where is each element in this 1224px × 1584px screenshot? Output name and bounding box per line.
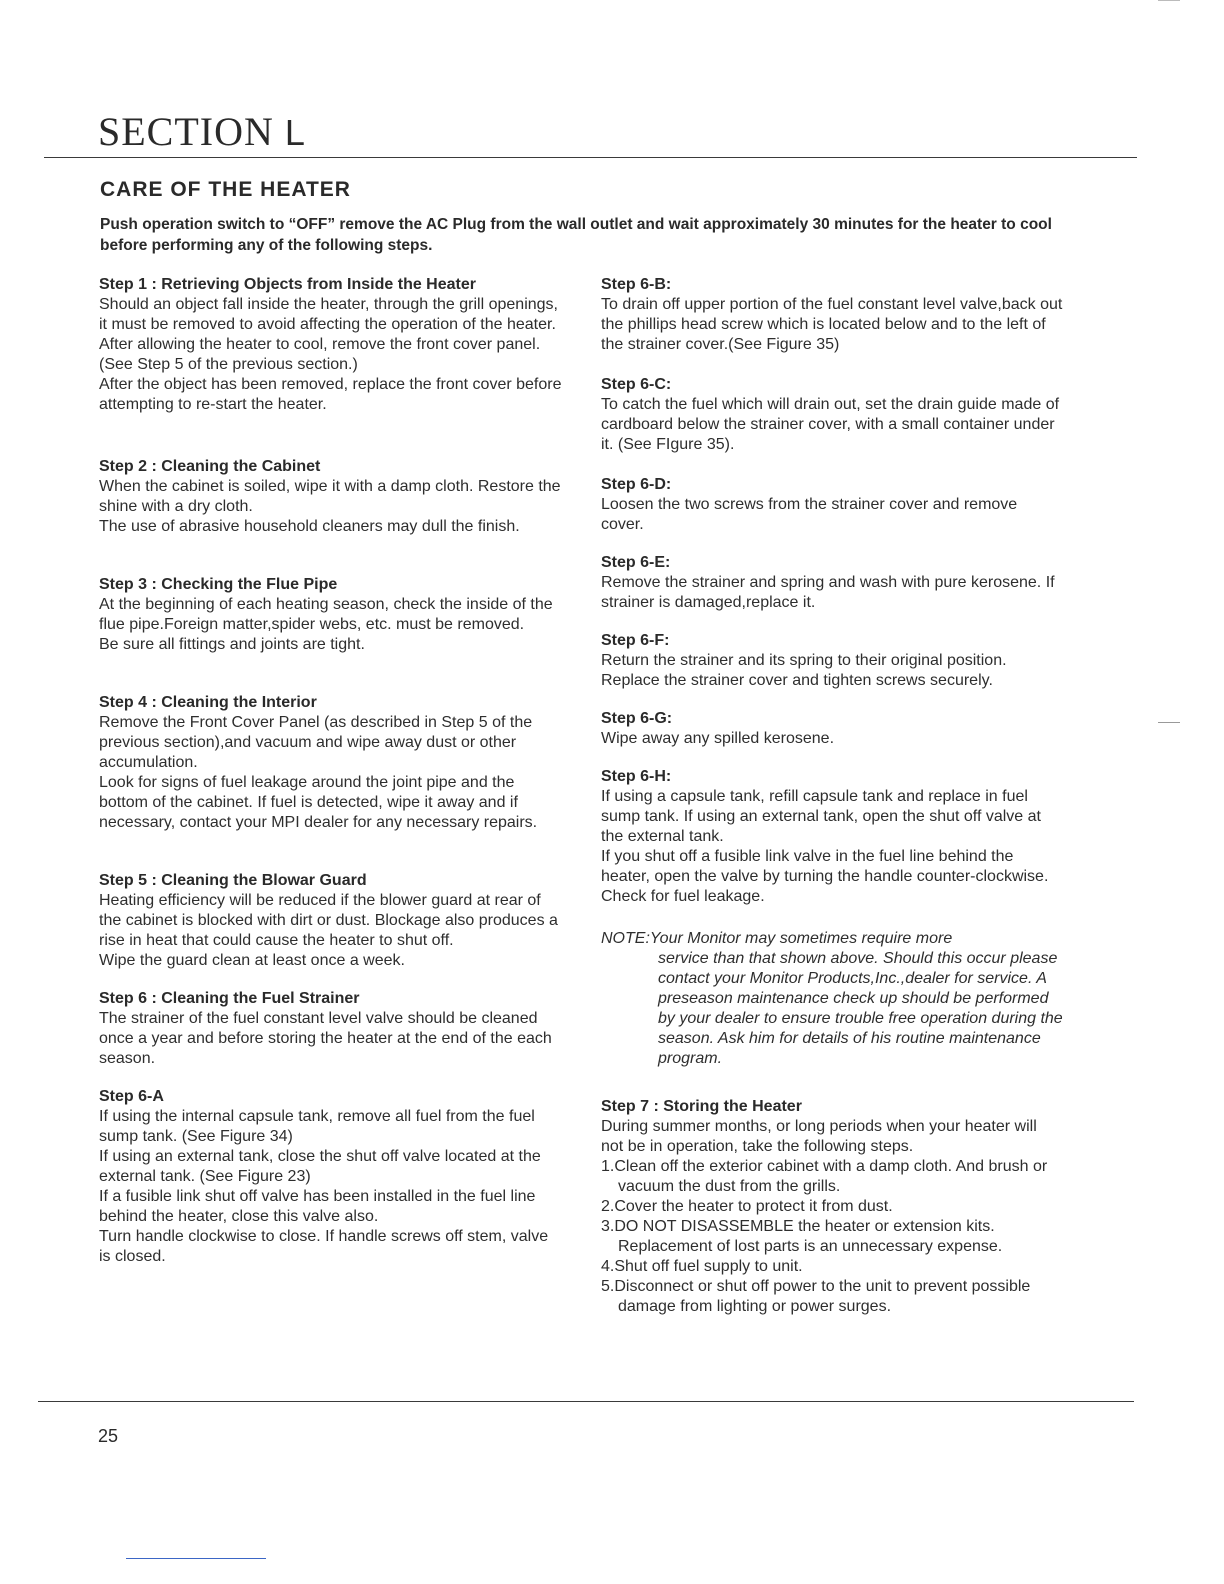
step-1 — [99, 275, 563, 415]
scan-mark — [126, 1558, 266, 1559]
step-6h-title: Step 6-H: — [601, 768, 672, 785]
step-7-title: Step 7 : Storing the Heater — [601, 1098, 802, 1115]
note-body: service than that shown above. Should this occur please contact your Monitor Products,Inc.,dealer for service. A preseason maintenance check up should be performed by your dealer to ensure trouble free operation during the season. Ask him for details of his routine maintenance program. — [658, 950, 1063, 1067]
scan-mark — [1158, 722, 1180, 723]
step-6f-text: Return the strainer and its spring to their original position. Replace the strainer cover and tighten screws securely. — [601, 652, 1007, 689]
note-first-line: NOTE:Your Monitor may sometimes require more — [601, 930, 953, 947]
step-6e-text: Remove the strainer and spring and wash with pure kerosene. If strainer is damaged,replace it. — [601, 574, 1055, 611]
step-6-title: Step 6 : Cleaning the Fuel Strainer — [99, 990, 360, 1007]
step-6e — [601, 553, 1063, 613]
step-3-title: Step 3 : Checking the Flue Pipe — [99, 576, 338, 593]
step-6 — [99, 989, 563, 1069]
step-7-intro: During summer months, or long periods when your heater will not be in operation, take the following steps. — [601, 1118, 1037, 1155]
step-6f — [601, 631, 1063, 691]
step-6-text: The strainer of the fuel constant level valve should be cleaned once a year and before storing the heater at the end of the each season. — [99, 1010, 552, 1067]
step-5-text: Wipe the guard clean at least once a week. — [99, 952, 405, 969]
list-item: 1.Clean off the exterior cabinet with a damp cloth. And brush or vacuum the dust from the grills. — [601, 1158, 1048, 1195]
step-6d-text: Loosen the two screws from the strainer cover and remove cover. — [601, 496, 1018, 533]
step-4-text: Remove the Front Cover Panel (as described in Step 5 of the previous section),and vacuum and wipe away dust or other accumulation. — [99, 714, 533, 771]
step-6a-text: Turn handle clockwise to close. If handle screws off stem, valve is closed. — [99, 1228, 549, 1265]
step-6a-title: Step 6-A — [99, 1088, 164, 1105]
left-column — [99, 275, 563, 1267]
step-1-text: Should an object fall inside the heater, through the grill openings, it must be removed to avoid affecting the operation of the heater. — [99, 296, 558, 333]
step-6a-text: If using an external tank, close the shut off valve located at the external tank. (See Figure 23) — [99, 1148, 541, 1185]
step-3-text: Be sure all fittings and joints are tight. — [99, 636, 365, 653]
step-5-text: Heating efficiency will be reduced if the blower guard at rear of the cabinet is blocked with dirt or dust. Blockage also produces a rise in heat that could cause the heater to shut off. — [99, 892, 558, 949]
step-6d-title: Step 6-D: — [601, 476, 672, 493]
step-6g-title: Step 6-G: — [601, 710, 673, 727]
section-title — [98, 108, 306, 155]
step-4-text: Look for signs of fuel leakage around the joint pipe and the bottom of the cabinet. If fuel is detected, wipe it away and if necessary, contact your MPI dealer for any necessary repairs. — [99, 774, 538, 831]
step-6f-title: Step 6-F: — [601, 632, 670, 649]
step-6a — [99, 1087, 563, 1267]
step-6a-text: If using the internal capsule tank, remove all fuel from the fuel sump tank. (See Figure 34) — [99, 1108, 535, 1145]
list-item: 5.Disconnect or shut off power to the unit to prevent possible damage from lighting or power surges. — [601, 1278, 1031, 1315]
section-title-word: SECTION — [98, 109, 274, 154]
section-title-letter: L — [284, 112, 306, 153]
step-6h — [601, 767, 1063, 907]
bottom-divider — [38, 1401, 1134, 1402]
right-column — [601, 275, 1063, 1317]
list-item: 4.Shut off fuel supply to unit. — [601, 1258, 803, 1275]
step-6h-text: Check for fuel leakage. — [601, 888, 765, 905]
step-1-text: After allowing the heater to cool, remove the front cover panel. (See Step 5 of the previous section.) — [99, 336, 541, 373]
step-2 — [99, 457, 563, 537]
step-1-text: After the object has been removed, replace the front cover before attempting to re-start the heater. — [99, 376, 562, 413]
step-2-title: Step 2 : Cleaning the Cabinet — [99, 458, 321, 475]
step-6c-title: Step 6-C: — [601, 376, 672, 393]
step-6h-text: If using a capsule tank, refill capsule tank and replace in fuel sump tank. If using an external tank, open the shut off valve at the external tank. — [601, 788, 1041, 845]
step-3-text: At the beginning of each heating season, check the inside of the flue pipe.Foreign matter,spider webs, etc. must be removed. — [99, 596, 553, 633]
step-6e-title: Step 6-E: — [601, 554, 671, 571]
step-6b — [601, 275, 1063, 355]
step-6g — [601, 709, 1063, 749]
page-heading: CARE OF THE HEATER — [100, 178, 351, 201]
step-4-title: Step 4 : Cleaning the Interior — [99, 694, 317, 711]
list-item: 2.Cover the heater to protect it from dust. — [601, 1198, 893, 1215]
step-4 — [99, 693, 563, 833]
step-6b-title: Step 6-B: — [601, 276, 672, 293]
safety-warning: Push operation switch to “OFF” remove the AC Plug from the wall outlet and wait approximately 30 minutes for the heater to cool before performing any of the following steps. — [100, 216, 1052, 254]
top-divider — [44, 157, 1137, 158]
scan-mark — [1158, 0, 1180, 1]
step-2-text: When the cabinet is soiled, wipe it with a damp cloth. Restore the shine with a dry cloth. — [99, 478, 561, 515]
step-6h-text: If you shut off a fusible link valve in the fuel line behind the heater, open the valve by turning the handle counter-clockwise. — [601, 848, 1049, 885]
step-5-title: Step 5 : Cleaning the Blowar Guard — [99, 872, 367, 889]
page-number: 25 — [98, 1426, 119, 1446]
step-6g-text: Wipe away any spilled kerosene. — [601, 730, 835, 747]
step-6d — [601, 475, 1063, 535]
step-5 — [99, 871, 563, 971]
step-1-title: Step 1 : Retrieving Objects from Inside the Heater — [99, 276, 476, 293]
step-2-text: The use of abrasive household cleaners may dull the finish. — [99, 518, 520, 535]
list-item: 3.DO NOT DISASSEMBLE the heater or extension kits. Replacement of lost parts is an unnecessary expense. — [601, 1218, 1003, 1255]
storage-steps-list — [601, 1157, 1063, 1317]
step-6b-text: To drain off upper portion of the fuel constant level valve,back out the phillips head screw which is located below and to the left of the strainer cover.(See Figure 35) — [601, 296, 1063, 353]
maintenance-note — [601, 929, 1063, 1069]
step-6a-text: If a fusible link shut off valve has been installed in the fuel line behind the heater, close this valve also. — [99, 1188, 536, 1225]
step-7 — [601, 1097, 1063, 1317]
step-6c — [601, 375, 1063, 455]
step-6c-text: To catch the fuel which will drain out, set the drain guide made of cardboard below the strainer cover, with a small container under it. (See FIgure 35). — [601, 396, 1060, 453]
step-3 — [99, 575, 563, 655]
